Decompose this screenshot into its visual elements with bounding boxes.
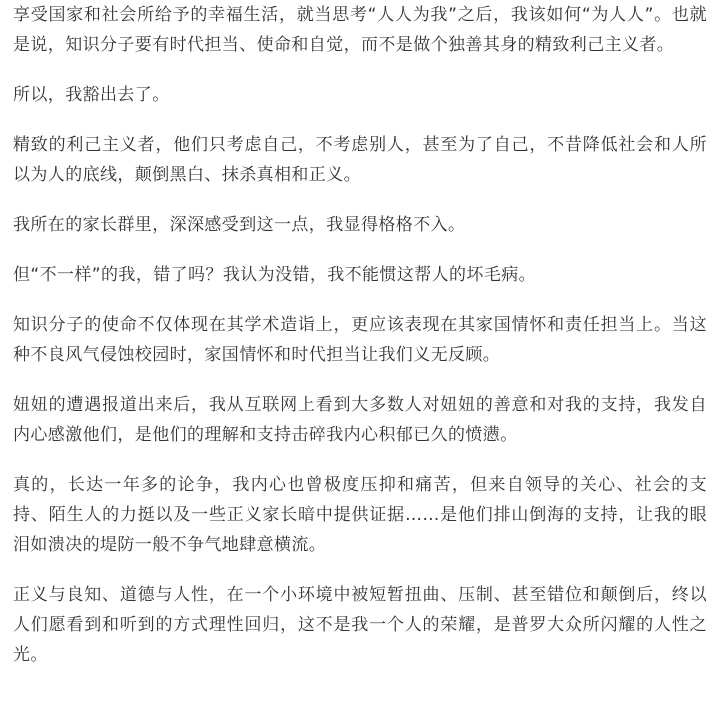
paragraph-3: 精致的利己主义者，他们只考虑自己，不考虑别人，甚至为了自己，不昔降低社会和人所以为人的底线，颠倒黑白、抹杀真相和正义。 [13,135,707,185]
paragraph-1: 享受国家和社会所给予的幸福生活，就当思考“人人为我”之后，我该如何“为人人”。也就是说，知识分子要有时代担当、使命和自觉，而不是做个独善其身的精致利己主义者。 [13,5,707,55]
paragraph-2: 所以，我豁出去了。 [13,85,170,105]
paragraph-4: 我所在的家长群里，深深感受到这一点，我显得格格不入。 [13,215,466,235]
article-body [13,0,707,670]
paragraph-7: 妞妞的遭遇报道出来后，我从互联网上看到大多数人对妞妞的善意和对我的支持，我发自内心感激他们，是他们的理解和支持击碎我内心积郁已久的愤懑。 [13,395,707,445]
paragraph-6: 知识分子的使命不仅体现在其学术造诣上，更应该表现在其家国情怀和责任担当上。当这种不良风气侵蚀校园时，家国情怀和时代担当让我们义无反顾。 [13,315,707,365]
paragraph-5: 但“不一样”的我，错了吗？我认为没错，我不能惯这帮人的坏毛病。 [13,265,537,285]
paragraph-8: 真的，长达一年多的论争，我内心也曾极度压抑和痛苦，但来自领导的关心、社会的支持、陌生人的力挺以及一些正义家长暗中提供证据……是他们排山倒海的支持，让我的眼泪如溃决的堤防一般不争气地肆意横流。 [13,475,707,555]
paragraph-9: 正义与良知、道德与人性，在一个小环境中被短暂扭曲、压制、甚至错位和颠倒后，终以人们愿看到和听到的方式理性回归，这不是我一个人的荣耀，是普罗大众所闪耀的人性之光。 [13,585,707,665]
